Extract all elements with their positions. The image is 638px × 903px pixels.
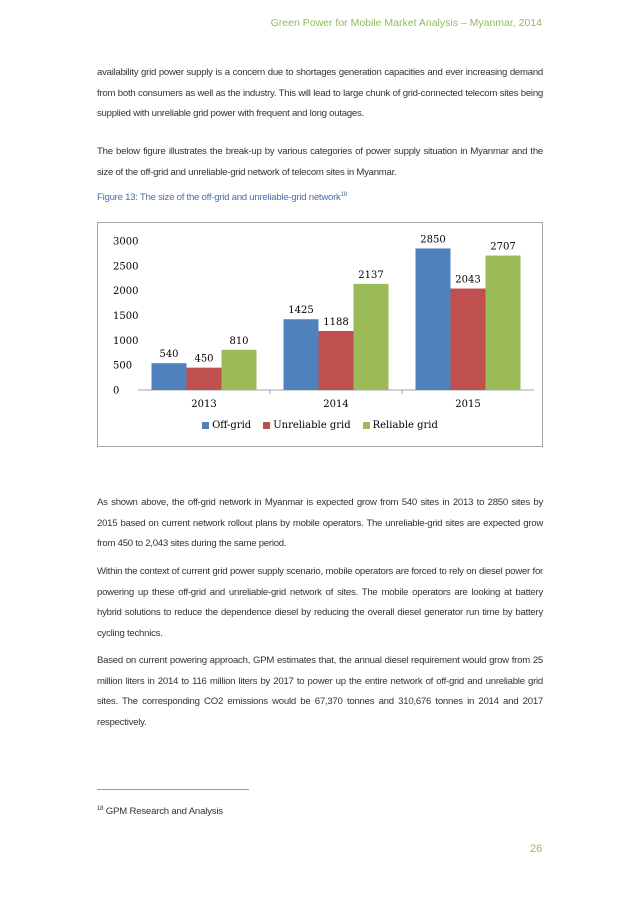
chart-legend [98,420,542,431]
running-header: Green Power for Mobile Market Analysis – Myanmar, 2014 [270,17,542,29]
y-tick-label: 1000 [113,335,139,347]
bar-unreliable-grid [187,368,222,390]
bar-reliable-grid [486,256,521,390]
data-label: 2850 [420,234,446,246]
legend-label: Unreliable grid [273,420,351,431]
paragraph-diesel-estimate: Based on current powering approach, GPM estimates that, the annual diesel requirement would grow from 25 million liters in 2014 to 116 million liters by 2017 to power up the entire network of off-grid and unreliable grid sites. The corresponding CO2 emissions would be 67,370 tonnes and 310,676 tonnes in 2014 and 2017 respectively. [97,655,543,728]
y-tick-label: 1500 [113,311,139,322]
paragraph-grid-supply: availability grid power supply is a concern due to shortages generation capacities and ever increasing demand from both consumers as well as the industry. This will lead to large chunk of grid-connected telecom sites being supplied with unreliable grid power with frequent and long outages. [97,67,543,119]
footnote [97,806,223,817]
y-tick-label: 0 [113,385,120,397]
paragraph-offgrid-growth: As shown above, the off-grid network in Myanmar is expected grow from 540 sites in 2013 to 2850 sites by 2015 based on current network rollout plans by mobile operators. The unreliable-grid sites are expected grow from 450 to 2,043 sites during the same period. [97,497,543,549]
paragraph-diesel-reliance: Within the context of current grid power supply scenario, mobile operators are forced to rely on diesel power for powering up these off-grid and unreliable-grid network of sites. The mobile operators are looking at battery hybrid solutions to reduce the dependence diesel by reducing the overall diesel generator run time by battery cycling technics. [97,566,543,639]
data-label: 540 [159,349,179,361]
chart-frame [97,222,543,447]
footnote-separator [97,789,249,790]
paragraph-figure-intro: The below figure illustrates the break-up by various categories of power supply situation in Myanmar and the size of the off-grid and unreliable-grid network of telecom sites in Myanmar. [97,146,543,178]
page-number: 26 [530,843,543,855]
bar-reliable-grid [354,284,389,390]
bar-reliable-grid [222,350,257,390]
legend-label: Reliable grid [372,420,438,431]
y-tick-label: 2500 [113,261,139,273]
figure-caption-footnote-ref: 18 [340,192,347,198]
bar-unreliable-grid [451,289,486,390]
data-label: 810 [229,335,249,347]
x-tick-label: 2014 [323,399,349,410]
data-label: 450 [194,353,214,365]
legend-item [263,420,350,431]
data-label: 2043 [455,274,481,286]
data-label: 1188 [323,316,349,328]
x-tick-label: 2015 [455,399,481,410]
figure-caption-text: Figure 13: The size of the off-grid and unreliable-grid network [97,192,341,204]
y-tick-label: 3000 [113,236,139,248]
bar-chart [98,223,544,448]
legend-swatch [363,422,370,429]
bar-off-grid [416,248,451,390]
bar-off-grid [152,363,187,390]
bar-unreliable-grid [319,331,354,390]
footnote-ref: 18 [97,806,104,812]
x-tick-label: 2013 [191,399,217,410]
legend-item [363,420,438,431]
y-tick-label: 500 [113,360,133,372]
data-label: 2137 [358,269,384,281]
legend-label: Off-grid [212,420,252,431]
legend-swatch [202,422,209,429]
bar-off-grid [284,319,319,390]
legend-swatch [263,422,270,429]
data-label: 2707 [490,241,516,253]
data-label: 1425 [288,305,314,317]
legend-item [202,420,251,431]
y-tick-label: 2000 [113,286,139,298]
footnote-text: GPM Research and Analysis [105,806,223,818]
figure-caption [97,192,347,203]
